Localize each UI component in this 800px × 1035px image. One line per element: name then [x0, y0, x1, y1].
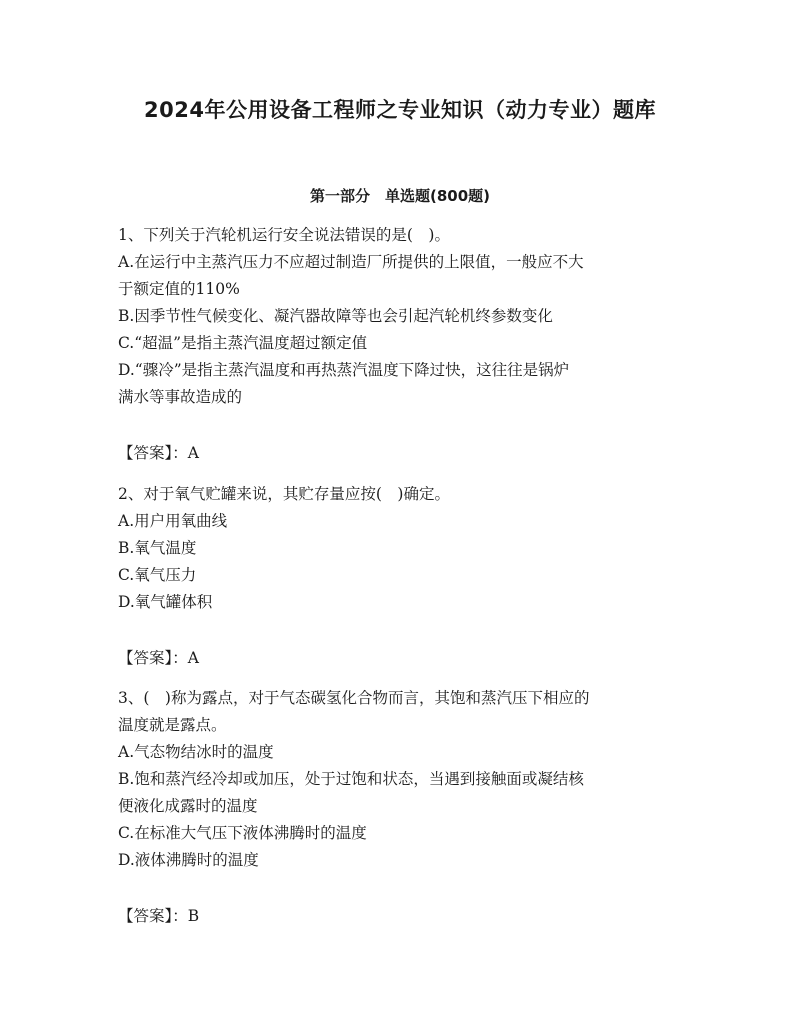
option-d: D.“骤冷”是指主蒸汽温度和再热蒸汽温度下降过快，这往往是锅炉 — [118, 361, 570, 379]
option-b: B.因季节性气候变化、凝汽器故障等也会引起汽轮机终参数变化 — [118, 307, 553, 325]
option-a: A.用户用氧曲线 — [118, 512, 228, 530]
document-title: 2024年公用设备工程师之专业知识（动力专业）题库 — [144, 98, 656, 122]
question-stem: 1、下列关于汽轮机运行安全说法错误的是( )。 — [118, 226, 450, 244]
question-1 — [118, 222, 688, 411]
option-b-continued: 便液化成露时的温度 — [118, 797, 258, 815]
option-c: C.“超温”是指主蒸汽温度超过额定值 — [118, 334, 368, 352]
answer-1: 【答案】：A — [118, 444, 199, 462]
option-b: B.饱和蒸汽经冷却或加压，处于过饱和状态，当遇到接触面或凝结核 — [118, 770, 584, 788]
option-d: D.液体沸腾时的温度 — [118, 851, 259, 869]
question-stem-continued: 温度就是露点。 — [118, 716, 227, 734]
option-b: B.氧气温度 — [118, 539, 197, 557]
answer-2: 【答案】：A — [118, 649, 199, 667]
section-title: 第一部分 单选题(800题) — [309, 187, 491, 205]
option-c: C.氧气压力 — [118, 566, 197, 584]
option-d-continued: 满水等事故造成的 — [118, 388, 243, 406]
question-2 — [118, 481, 688, 616]
question-3 — [118, 685, 688, 874]
option-d: D.氧气罐体积 — [118, 593, 213, 611]
question-stem: 2、对于氧气贮罐来说，其贮存量应按( )确定。 — [118, 485, 450, 503]
option-c: C.在标准大气压下液体沸腾时的温度 — [118, 824, 367, 842]
option-a: A.气态物结冰时的温度 — [118, 743, 274, 761]
answer-3: 【答案】：B — [118, 907, 200, 925]
option-a: A.在运行中主蒸汽压力不应超过制造厂所提供的上限值，一般应不大 — [118, 253, 584, 271]
question-stem: 3、( )称为露点，对于气态碳氢化合物而言，其饱和蒸汽压下相应的 — [118, 689, 590, 707]
option-a-continued: 于额定值的110% — [118, 280, 240, 298]
